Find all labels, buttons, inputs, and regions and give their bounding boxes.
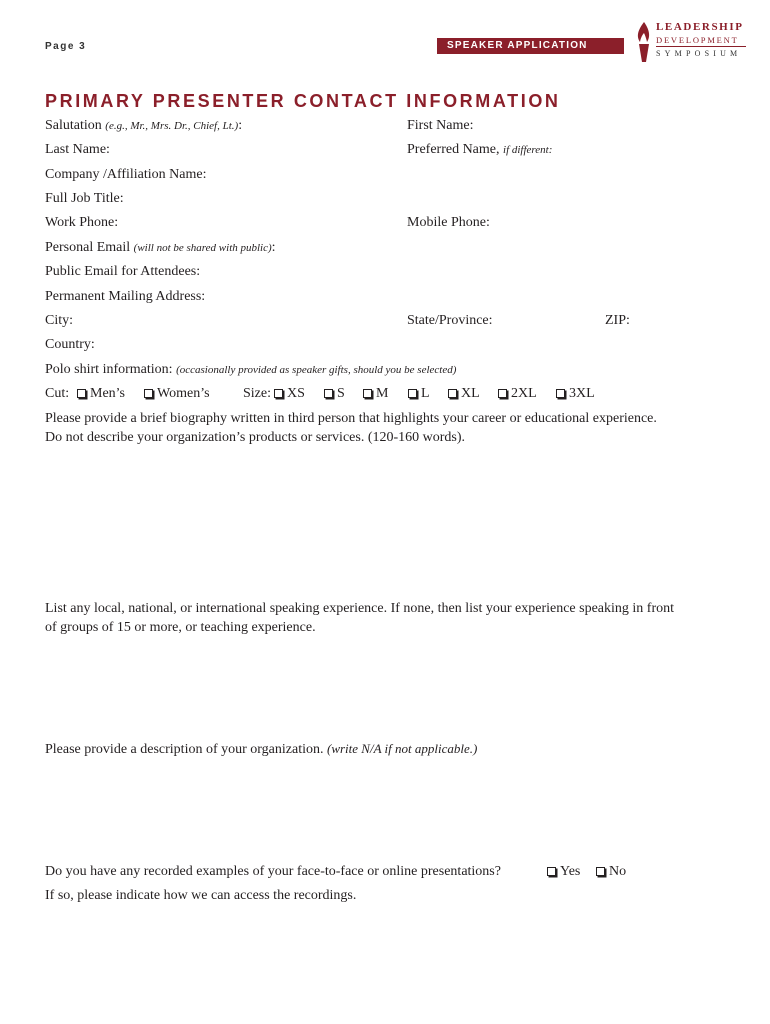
cut-option-mens[interactable] [77, 385, 125, 402]
mailing-address-field[interactable]: Permanent Mailing Address: [45, 289, 206, 304]
preferred-name-hint: if different: [503, 144, 553, 156]
salutation-label: Salutation [45, 118, 106, 133]
header-band [437, 38, 624, 54]
checkbox-icon[interactable] [324, 389, 333, 398]
section-title: PRIMARY PRESENTER CONTACT INFORMATION [45, 91, 561, 111]
size-option-label: 2XL [511, 386, 537, 401]
logo-divider [656, 46, 746, 47]
speaking-line-1: List any local, national, or international speaking experience. If none, then list your experience speaking in front [45, 601, 675, 616]
cut-option-label: Women’s [157, 386, 210, 401]
organization-label: Please provide a description of your organization. [45, 742, 327, 757]
checkbox-icon[interactable] [596, 867, 605, 876]
size-option-xs[interactable] [274, 385, 305, 402]
recordings-no-option[interactable] [596, 863, 626, 880]
size-option-label: 3XL [569, 386, 595, 401]
personal-email-label: Personal Email [45, 240, 134, 255]
checkbox-icon[interactable] [77, 389, 86, 398]
personal-email-field[interactable] [45, 239, 276, 257]
last-name-field[interactable]: Last Name: [45, 142, 110, 157]
size-option-label: XL [461, 386, 480, 401]
mobile-phone-field[interactable]: Mobile Phone: [407, 215, 490, 230]
checkbox-icon[interactable] [448, 389, 457, 398]
cut-option-womens[interactable] [144, 385, 210, 402]
biography-line-1: Please provide a brief biography written in third person that highlights your career or educational experience. [45, 411, 657, 426]
header-band-label: SPEAKER APPLICATION [447, 40, 588, 51]
preferred-name-field[interactable] [407, 141, 552, 159]
salutation-colon: : [238, 118, 243, 133]
polo-hint: (occasionally provided as speaker gifts, should you be selected) [176, 364, 457, 376]
logo-text-development: DEVELOPMENT [656, 35, 739, 45]
recordings-question: Do you have any recorded examples of your face-to-face or online presentations? [45, 864, 501, 879]
cut-label: Cut: [45, 386, 70, 401]
job-title-field[interactable]: Full Job Title: [45, 191, 124, 206]
state-field[interactable]: State/Province: [407, 313, 493, 328]
recordings-yes-label: Yes [560, 864, 581, 879]
work-phone-field[interactable]: Work Phone: [45, 215, 119, 230]
organization-answer-area[interactable] [45, 762, 735, 857]
preferred-name-label: Preferred Name, [407, 142, 504, 157]
recordings-answer-area[interactable] [45, 910, 735, 1010]
size-option-l[interactable] [408, 385, 430, 402]
size-option-label: XS [287, 386, 305, 401]
checkbox-icon[interactable] [144, 389, 153, 398]
size-option-label: S [337, 386, 345, 401]
organization-hint: (write N/A if not applicable.) [327, 741, 478, 756]
checkbox-icon[interactable] [408, 389, 417, 398]
biography-prompt [45, 409, 735, 447]
company-field[interactable]: Company /Affiliation Name: [45, 167, 207, 182]
size-option-3xl[interactable] [556, 385, 595, 402]
page-number: Page 3 [45, 41, 87, 52]
torch-logo-icon [634, 20, 654, 64]
size-option-label: M [376, 386, 389, 401]
size-label: Size: [243, 386, 271, 401]
speaking-experience-prompt [45, 599, 735, 637]
size-option-m[interactable] [363, 385, 388, 402]
logo-text-symposium: SYMPOSIUM [656, 49, 742, 58]
checkbox-icon[interactable] [274, 389, 283, 398]
biography-line-2: Do not describe your organization’s products or services. (120-160 words). [45, 430, 466, 445]
checkbox-icon[interactable] [498, 389, 507, 398]
checkbox-icon[interactable] [556, 389, 565, 398]
organization-prompt [45, 740, 477, 758]
city-field[interactable]: City: [45, 313, 74, 328]
recordings-no-label: No [609, 864, 627, 879]
personal-email-colon: : [271, 240, 276, 255]
polo-label: Polo shirt information: [45, 362, 177, 377]
public-email-field[interactable]: Public Email for Attendees: [45, 264, 201, 279]
size-option-2xl[interactable] [498, 385, 537, 402]
checkbox-icon[interactable] [547, 867, 556, 876]
biography-answer-area[interactable] [45, 452, 735, 592]
checkbox-icon[interactable] [363, 389, 372, 398]
symposium-logo [634, 20, 750, 64]
cut-option-label: Men’s [90, 386, 125, 401]
recordings-yes-option[interactable] [547, 863, 580, 880]
zip-field[interactable]: ZIP: [605, 313, 630, 328]
speaking-answer-area[interactable] [45, 642, 735, 737]
first-name-field[interactable]: First Name: [407, 118, 474, 133]
recordings-follow-up: If so, please indicate how we can access the recordings. [45, 888, 357, 903]
size-option-label: L [421, 386, 430, 401]
size-option-s[interactable] [324, 385, 345, 402]
country-field[interactable]: Country: [45, 337, 95, 352]
salutation-hint: (e.g., Mr., Mrs. Dr., Chief, Lt.) [105, 120, 239, 132]
logo-text-leadership: LEADERSHIP [656, 21, 744, 33]
size-option-xl[interactable] [448, 385, 480, 402]
polo-shirt-label [45, 361, 456, 379]
speaking-line-2: of groups of 15 or more, or teaching experience. [45, 620, 316, 635]
personal-email-hint: (will not be shared with public) [133, 242, 272, 254]
salutation-field[interactable] [45, 117, 242, 135]
